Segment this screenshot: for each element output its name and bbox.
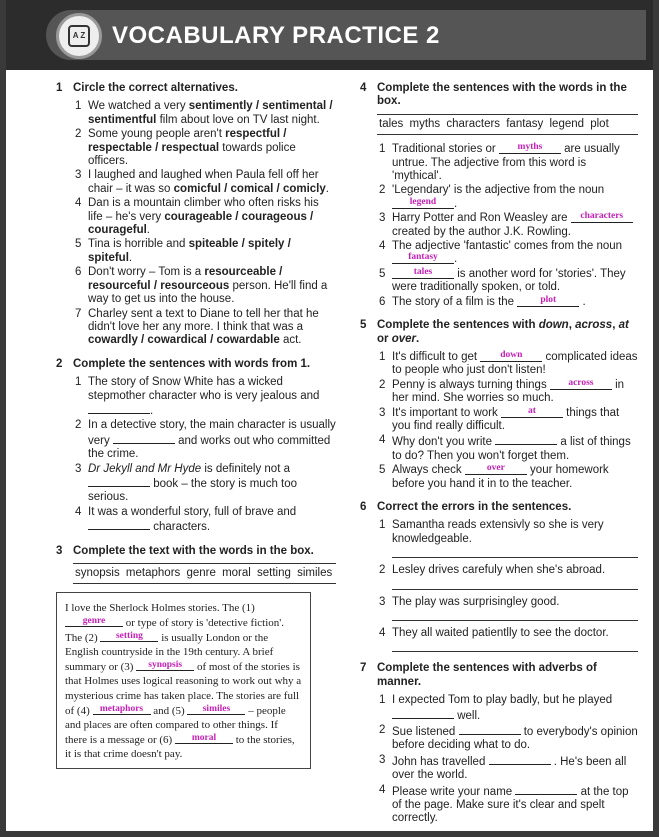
list-item: 1 Traditional stories or $^{myths}$ are usually untrue. The adjective from this word is 'mythical'. xyxy=(379,142,620,183)
answer-blank[interactable] xyxy=(65,616,123,627)
answer-blank[interactable] xyxy=(459,724,521,735)
answer-blank[interactable] xyxy=(515,784,577,795)
alternatives[interactable]: comicful / comical / comicly xyxy=(173,182,326,195)
right-column xyxy=(360,82,638,836)
exercise-5 xyxy=(360,319,638,491)
alternatives[interactable]: sentimently / sentimental / sentimentful xyxy=(88,100,333,126)
exercise-1 xyxy=(56,82,336,348)
alternatives[interactable]: cowardly / cowardical / cowardable xyxy=(88,334,280,347)
answer-blank[interactable] xyxy=(113,433,175,444)
word-box: synopsis metaphors genre moral setting similes xyxy=(73,563,336,584)
story-text-box: I love the Sherlock Holmes stories. The (1) genre or type of story is 'detective fiction'. The (2) setting is usually London or the English countryside in the 19th century. A brief summary or (3) synopsis of most of the stories is that Holmes uses logical reasoning to work out why a mysterious crime has taken place. The stories are full of (4) metaphors and (5) similes – people and places are often compared to other things. If there is a message or (6) moral to the stories, it is that crime doesn't pay. xyxy=(56,592,311,769)
badge-label: A Z xyxy=(68,25,90,47)
answer-blank[interactable] xyxy=(489,754,551,765)
answer-blank[interactable]: over xyxy=(465,464,527,475)
answer-blank[interactable] xyxy=(392,708,454,719)
answer-blank[interactable] xyxy=(88,476,150,487)
filled-answer: moral xyxy=(191,732,217,743)
alternatives[interactable]: courageable / courageous / courageful xyxy=(88,210,314,237)
exercise-4 xyxy=(360,82,638,309)
word-box: tales myths characters fantasy legend plot xyxy=(377,114,638,135)
filled-answer: similes xyxy=(202,703,231,714)
list-item: 4 They all waited patientlly to see the doctor. xyxy=(379,627,609,639)
list-item: 2 Sue listened to everybody's opinion before deciding what to do. xyxy=(379,724,638,752)
exercise-3-heading: 3 Complete the text with the words in the box. xyxy=(56,544,314,557)
exercise-1-heading: 1 Circle the correct alternatives. xyxy=(56,82,238,94)
list-item: 1 We watched a very sentimently / sentimental / sentimentful film about love on TV last night. xyxy=(75,100,333,126)
alternatives[interactable]: spiteable / spitely / spiteful xyxy=(88,238,291,264)
list-item: 1 Samantha reads extensivly so she is very knowledgeable. xyxy=(379,519,604,545)
list-item: 3 It's important to work $^{at}$ things that you find really difficult. xyxy=(379,405,620,432)
answer-line[interactable] xyxy=(392,642,638,652)
list-item: 5 Tina is horrible and spiteable / spitely / spiteful. xyxy=(75,238,291,264)
answer-blank[interactable]: at xyxy=(501,407,563,418)
list-item: 4 Please write your name at the top of the page. Make sure it's clear and spelt correctly. xyxy=(379,783,629,825)
filled-answer: genre xyxy=(82,616,106,626)
answer-blank[interactable] xyxy=(93,704,151,715)
list-item: 3 Harry Potter and Ron Weasley are $^{characters}$ created by the author J.K. Rowling. xyxy=(360,212,638,239)
answer-line[interactable] xyxy=(392,548,638,558)
answer-blank[interactable] xyxy=(88,519,150,530)
list-item: 2 Lesley drives carefuly when she's abroad. xyxy=(379,564,606,577)
list-item: 1 The story of Snow White has a wicked stepmother character who is very jealous and . xyxy=(75,376,320,417)
answer-blank[interactable] xyxy=(88,403,150,414)
exercise-3 xyxy=(56,545,336,769)
list-item: 3 I laughed and laughed when Paula fell off her chair – it was so comicful / comical / comicly. xyxy=(75,169,329,195)
list-item: 2 Penny is always turning things $^{across}$ in her mind. She worries so much. xyxy=(379,377,625,405)
list-item: 2 Some young people aren't respectful / respectable / respectual towards police officers. xyxy=(75,128,296,168)
list-item: 5 Always check $^{over}$ your homework before you hand it in to the teacher. xyxy=(379,463,609,490)
alternatives[interactable]: respectful / respectable / respectual xyxy=(88,128,287,154)
answer-blank[interactable] xyxy=(175,733,233,744)
list-item: 3 John has travelled . He's been all over the world. xyxy=(379,753,627,782)
answer-blank[interactable]: tales xyxy=(392,268,454,279)
exercise-2-heading: 2 Complete the sentences with words from 1. xyxy=(56,357,311,370)
answer-blank[interactable] xyxy=(100,631,158,642)
list-item: 3 The play was surprisingley good. xyxy=(379,595,560,608)
answer-blank[interactable]: legend xyxy=(392,198,454,209)
filled-answer: synopsis xyxy=(148,659,183,670)
list-item: 6 The story of a film is the $^{plot}$ . xyxy=(379,294,586,308)
answer-blank[interactable]: characters xyxy=(571,212,633,223)
left-column xyxy=(56,82,336,779)
exercise-2 xyxy=(56,358,336,535)
list-item: 3 Dr Jekyll and Mr Hyde is definitely not a book – the story is much too serious. xyxy=(75,462,298,504)
list-item: 2 'Legendary' is the adjective from the noun $^{legend}$ . xyxy=(379,184,605,210)
list-item: 4 It was a wonderful story, full of brave and characters. xyxy=(75,505,297,534)
exercise-7 xyxy=(360,662,638,825)
exercise-6 xyxy=(360,501,638,652)
list-item: 1 I expected Tom to play badly, but he played well. xyxy=(379,694,613,722)
answer-line[interactable] xyxy=(392,611,638,621)
exercise-7-heading: 7 Complete the sentences with adverbs of manner. xyxy=(360,662,597,688)
answer-blank[interactable]: across xyxy=(550,379,612,390)
answer-blank[interactable] xyxy=(136,660,194,671)
answer-blank[interactable] xyxy=(495,434,557,445)
page-title: VOCABULARY PRACTICE 2 xyxy=(112,22,440,49)
list-item: 4 Why don't you write a list of things to do? Then you won't forget them. xyxy=(379,434,631,462)
list-item: 6 Don't worry – Tom is a resourceable / resourceful / resourceous person. He'll find a way to get us into the house. xyxy=(75,266,328,306)
alternatives[interactable]: resourceable / resourceful / resourceous xyxy=(88,266,283,292)
list-item: 1 It's difficult to get $^{down}$ complicated ideas to people who just don't listen! xyxy=(379,349,638,377)
filled-answer: metaphors xyxy=(99,703,144,714)
list-item: 4 The adjective 'fantastic' comes from the noun $^{fantasy}$ . xyxy=(379,240,623,266)
list-item: 4 Dan is a mountain climber who often risks his life – he's very courageable / courageous / courageful. xyxy=(75,197,319,237)
list-item: 2 In a detective story, the main character is usually very and works out who committed the crime. xyxy=(75,419,336,461)
answer-blank[interactable]: myths xyxy=(499,143,561,154)
filled-answer: setting xyxy=(115,630,143,641)
answer-line[interactable] xyxy=(392,580,638,590)
answer-blank[interactable]: fantasy xyxy=(392,253,454,264)
list-item: 7 Charley sent a text to Diane to tell her that he didn't love her any more. I think that was a cowardly / cowardical / cowardable act. xyxy=(75,307,319,347)
az-badge-icon xyxy=(56,13,102,59)
list-item: 5 $^{tales}$ is another word for 'stories'. They were traditionally spoken, or told. xyxy=(379,266,626,294)
exercise-4-heading: 4 Complete the sentences with the words in the box. xyxy=(360,82,627,108)
answer-blank[interactable]: down xyxy=(480,351,542,362)
exercise-6-heading: 6 Correct the errors in the sentences. xyxy=(360,500,572,513)
answer-blank[interactable]: plot xyxy=(517,296,579,307)
exercise-5-heading: 5 Complete the sentences with down, across, at or over. xyxy=(360,319,629,345)
answer-blank[interactable] xyxy=(187,704,245,715)
